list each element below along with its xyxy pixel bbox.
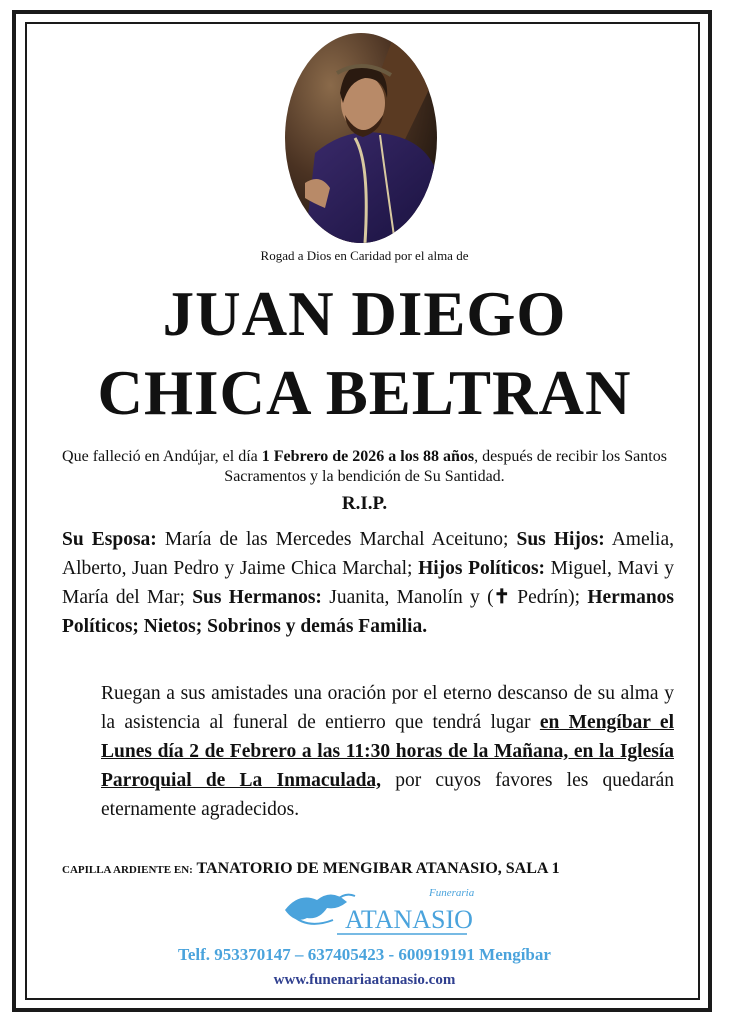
- cross-icon: ✝: [493, 587, 510, 608]
- intro-text: Rogad a Dios en Caridad por el alma de: [260, 248, 469, 263]
- death-date-age: 1 Febrero de 2026 a los 88 años: [261, 448, 475, 465]
- funeraria-atanasio-logo: [277, 880, 477, 942]
- funeral-details: Ruegan a sus amistades una oración por el eterno descanso de su alma y la asistencia al funeral de entierro que tendrá lugar en Mengíbar el Lunes día 2 de Febrero a las 11:30 horas de la Mañana, en la Iglesía Parroquial de La Inmaculada, por cuyos favores les quedarán eternamente agradecidos.: [101, 683, 674, 820]
- family-list: Su Esposa: María de las Mercedes Marchal Aceituno; Sus Hijos: Amelia, Alberto, Juan Pedro y Jaime Chica Marchal; Hijos Políticos: Miguel, Mavi y María del Mar; Sus Hermanos: Juanita, Manolín y (✝ Pedrín); Hermanos Políticos; Nietos; Sobrinos y demás Familia.: [62, 529, 675, 637]
- logo-small-text: Funeraria: [429, 887, 475, 899]
- logo-big-text: ATANASIO: [345, 905, 473, 934]
- deceased-name-line2: CHICA BELTRAN: [97, 358, 632, 428]
- chapel-brand: ATANASIO: [415, 860, 498, 877]
- religious-portrait-image: [285, 33, 437, 243]
- phone-numbers: Telf. 953370147 – 637405423 - 600919191 Mengíbar: [178, 945, 551, 964]
- rip-heading: R.I.P.: [341, 493, 388, 514]
- funeral-location-time: en Mengíbar el Lunes día 2 de Febrero a las 11:30 horas de la Mañana, en la Iglesía Parroquial de La Inmaculada,: [101, 712, 674, 791]
- deceased-name-line1: JUAN DIEGO: [162, 279, 567, 349]
- death-notice: Que falleció en Andújar, el día 1 Febrero de 2026 a los 88 años, después de recibir los Santos Sacramentos y la bendición de Su Santidad.: [62, 448, 667, 485]
- website-link[interactable]: www.funenariaatanasio.com: [273, 972, 456, 988]
- chapel-info: CAPILLA ARDIENTE EN: TANATORIO DE MENGIBAR ATANASIO, SALA 1: [62, 860, 560, 877]
